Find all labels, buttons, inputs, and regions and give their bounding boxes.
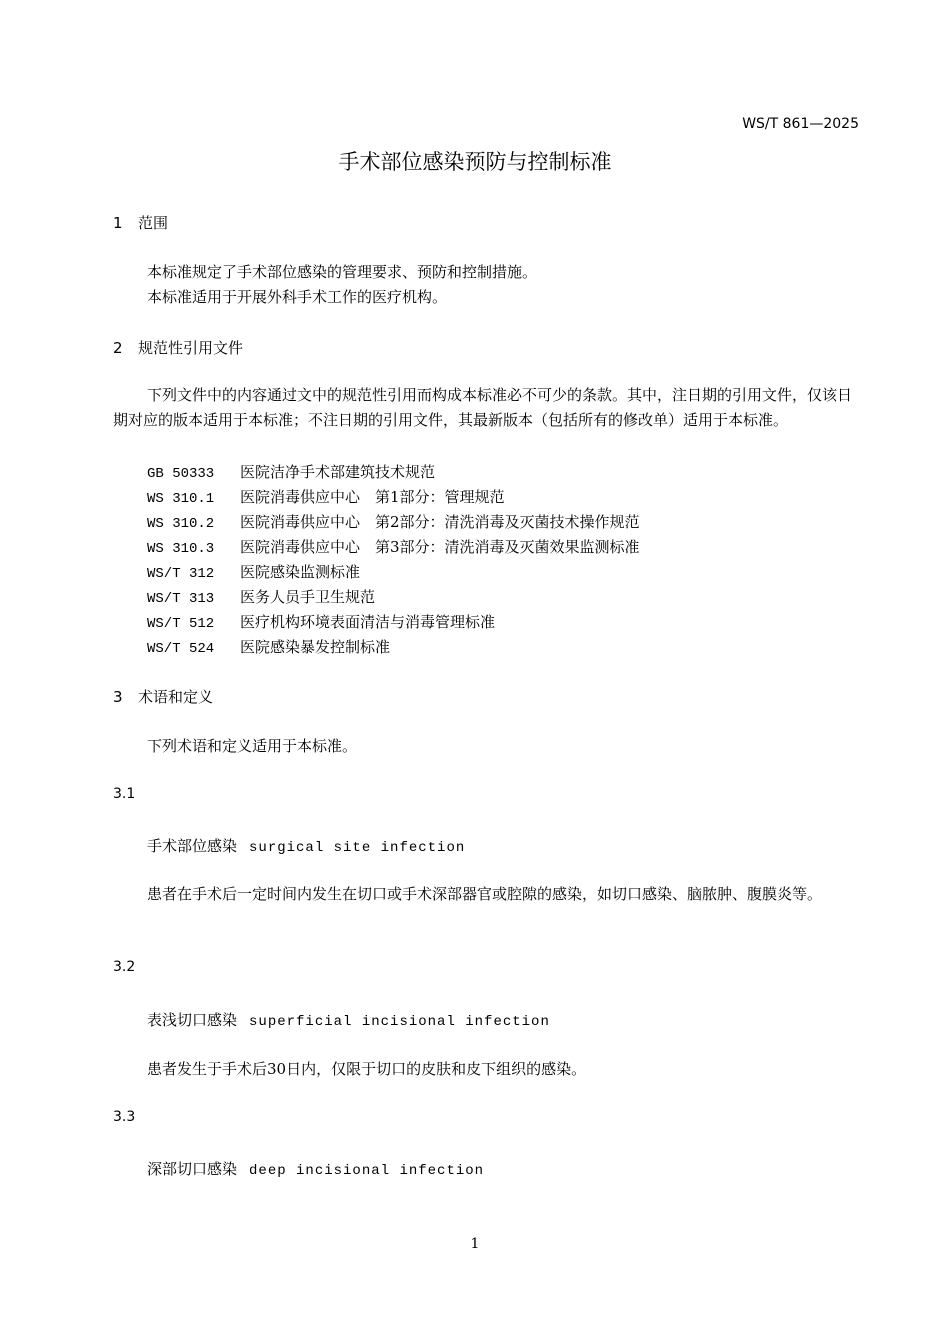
reference-name: 医院感染监测标准 bbox=[240, 563, 361, 581]
term-number: 3.3 bbox=[113, 1109, 136, 1125]
page-number: 1 bbox=[470, 1236, 480, 1252]
section-number: 3 bbox=[113, 688, 123, 706]
reference-row bbox=[147, 461, 435, 482]
reference-code: GB 50333 bbox=[147, 466, 215, 482]
reference-name: 医疗机构环境表面清洁与消毒管理标准 bbox=[240, 613, 496, 631]
term-chinese: 手术部位感染 bbox=[147, 837, 238, 855]
reference-code: WS/T 313 bbox=[147, 591, 215, 607]
term-definition: 患者在手术后一定时间内发生在切口或手术深部器官或腔隙的感染，如切口感染、脑脓肿、腹膜炎等。 bbox=[147, 885, 823, 903]
section-title: 范围 bbox=[138, 214, 169, 232]
term-number: 3.2 bbox=[113, 959, 136, 975]
scope-line-2: 本标准适用于开展外科手术工作的医疗机构。 bbox=[147, 288, 448, 306]
scope-line-1: 本标准规定了手术部位感染的管理要求、预防和控制措施。 bbox=[147, 263, 538, 281]
term-english: surgical site infection bbox=[249, 840, 466, 856]
reference-name: 医院消毒供应中心 第2部分：清洗消毒及灭菌技术操作规范 bbox=[240, 513, 640, 531]
reference-code: WS 310.1 bbox=[147, 491, 215, 507]
term-english: deep incisional infection bbox=[249, 1163, 485, 1179]
reference-row bbox=[147, 636, 390, 657]
term-heading bbox=[147, 835, 465, 856]
term-english: superficial incisional infection bbox=[249, 1014, 550, 1030]
reference-code: WS/T 312 bbox=[147, 566, 215, 582]
section-number: 1 bbox=[113, 214, 123, 232]
term-heading bbox=[147, 1009, 550, 1030]
reference-code: WS 310.3 bbox=[147, 541, 215, 557]
section-3-heading bbox=[113, 686, 213, 707]
term-chinese: 深部切口感染 bbox=[147, 1160, 238, 1178]
reference-name: 医务人员手卫生规范 bbox=[240, 588, 376, 606]
document-title: 手术部位感染预防与控制标准 bbox=[338, 150, 612, 174]
section-title: 术语和定义 bbox=[138, 688, 214, 706]
section-2-heading bbox=[113, 337, 243, 358]
reference-name: 医院洁净手术部建筑技术规范 bbox=[240, 463, 436, 481]
reference-name: 医院消毒供应中心 第3部分：清洗消毒及灭菌效果监测标准 bbox=[240, 538, 640, 556]
reference-row bbox=[147, 611, 495, 632]
reference-row bbox=[147, 586, 375, 607]
term-number: 3.1 bbox=[113, 786, 136, 802]
reference-code: WS 310.2 bbox=[147, 516, 215, 532]
reference-name: 医院感染暴发控制标准 bbox=[240, 638, 391, 656]
reference-code: WS/T 512 bbox=[147, 616, 215, 632]
reference-code: WS/T 524 bbox=[147, 641, 215, 657]
section-title: 规范性引用文件 bbox=[138, 339, 244, 357]
standard-code: WS/T 861—2025 bbox=[742, 116, 859, 132]
reference-row bbox=[147, 486, 505, 507]
term-heading bbox=[147, 1158, 484, 1179]
normative-references-paragraph: 下列文件中的内容通过文中的规范性引用而构成本标准必不可少的条款。其中，注日期的引用文件，仅该日期对应的版本适用于本标准；不注日期的引用文件，其最新版本（包括所有的修改单）适用于本标准。 bbox=[113, 386, 853, 429]
term-chinese: 表浅切口感染 bbox=[147, 1011, 238, 1029]
reference-row bbox=[147, 561, 360, 582]
terms-intro: 下列术语和定义适用于本标准。 bbox=[147, 737, 358, 755]
section-number: 2 bbox=[113, 339, 123, 357]
reference-row bbox=[147, 511, 640, 532]
reference-row bbox=[147, 536, 640, 557]
reference-name: 医院消毒供应中心 第1部分：管理规范 bbox=[240, 488, 505, 506]
section-1-heading bbox=[113, 212, 168, 233]
term-definition: 患者发生于手术后30日内，仅限于切口的皮肤和皮下组织的感染。 bbox=[147, 1060, 587, 1078]
